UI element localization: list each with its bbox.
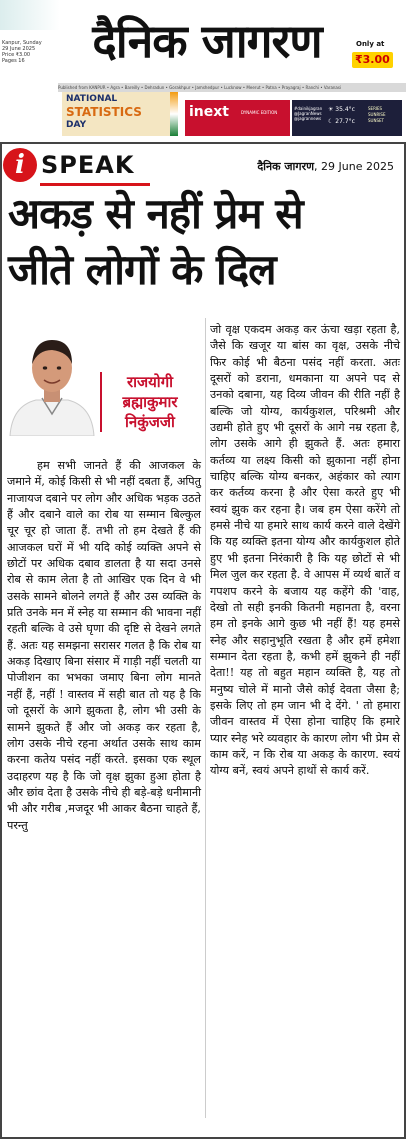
max-temp: ☀ 35.4°c bbox=[328, 106, 355, 113]
only-at-label: Only at bbox=[356, 40, 385, 48]
dateline-paper: दैनिक जागरण bbox=[257, 160, 315, 173]
body-column-2 bbox=[210, 322, 400, 780]
stats-line3: DAY bbox=[66, 120, 87, 130]
body-column-1 bbox=[7, 458, 201, 834]
dateline-date: 29 June 2025 bbox=[321, 160, 394, 173]
weather-box bbox=[292, 100, 402, 136]
author-line1: राजयोगी bbox=[126, 373, 174, 391]
statistics-day-banner bbox=[62, 92, 170, 136]
masthead bbox=[0, 0, 406, 143]
author-name bbox=[100, 372, 198, 432]
body-text-1: हम सभी जानते हैं की आजकल के जमाने में, कोई किसी से भी नहीं दबता हैं, अपितु नाजायज दबाने पर लोग और अधिक भड़क उठते हैं और दबाने वाले का रोब या सम्मान बिल्कुल चूर चूर हो जाता हैं. तभी तो हम देखते हैं की आजकल घरों में भी यदि कोई व्यक्ति अपने से छोटों पर अधिक दबाव डालता है या सदा उनसे रोब से काम लेता है तो आखिर एक दिन वे भी उसके सामने बोलने लगते हैं और उस व्यक्ति के प्रति उनके मन में स्नेह या सम्मान की भावना नहीं रहती बल्कि वे उसे घृणा की दृष्टि से देखने लगते हैं. अतः यह समझना सरासर गलत है कि रोब या अकड़ दिखाए बिना संसार में गाड़ी नहीं चलती या पोजीशन का भभका जमाए बिना लोग मानते नहीं हैं, नहीं ! वास्तव में सही बात तो यह है कि जो दूसरों के आगे झुकता है, लोग भी उसी के सामने झुकते हैं और जो अकड़ कर रहता है, लोग उसके नीचे रहना अर्थात उसके साथ काम करना कतेय पसंद नहीं करते. इसका एक स्थूल उदाहरण यह है कि जो वृक्ष झुका हुआ होता है और छांव देता है उसके नीचे ही बड़े-बड़े धनीमानी भी और गरीब ,मजदूर भी आकर बैठना चाहते हैं, परन्तु bbox=[7, 459, 201, 832]
author-photo bbox=[6, 328, 98, 436]
edition-info: Kanpur, Sunday 29 June 2025 Price ₹3.00 Pages 16 bbox=[2, 40, 42, 64]
dateline: दैनिक जागरण, 29 June 2025 bbox=[257, 160, 394, 173]
author-line3: निकुंजजी bbox=[125, 413, 175, 431]
section-name: SPEAK bbox=[41, 151, 135, 179]
body-text-2: जो वृक्ष एकदम अकड़ कर ऊंचा खड़ा रहता है, जैसे कि खजूर या बांस का वृक्ष, उसके नीचे फिर कोई भी बैठना पसंद नहीं करता. अतः दूसरों को डराना, धमकाना या अपने पद से उनको दबाना, यह दिव्य जीवन की रीति नहीं है बल्कि जो योग्य, कार्यकुशल, परिश्रमी और उद्यमी होते हुए भी दूसरों के आगे नम्र रहता है, लोग उसके आगे ही झुकते हैं. अतः हमारा कर्तव्य या लक्ष्य किसी को झुकाना नहीं होना चाहिए बल्कि योग्य बनकर, अहंकार को त्याग कर कर्तव्य करना है और ऐसा करते हुए भी स्वयं झुक कर रहना है। जब हम ऐसा करेंगे तो हमसे नीचे या हमारे साथ कार्य करने वाले देखेंगे कि यह व्यक्ति इतना योग्य और कार्यकुशल होते हुए भी इतना निरंकारी है कि यह छोटों से भी मिल जुल कर रहता है. वे आपस में व्यर्थ बातें व गपशप करने के बजाय यह कहेंगे की 'वाह, देखो तो सही इनकी कितनी महानता है, वरना हम तो इनके आगे कुछ भी नहीं हैं! यह हमसे स्नेह और सहानुभूति रखता है और हमें हमेशा सम्मान देता रहता है, कभी हमें झुकने ही नहीं देता!! यह तो बहुत महान व्यक्ति है, यह तो मनुष्य चोले में मानो जैसे कोई देवता जैसा है; इसके लिए तो हम जान भी दे देंगे. ' तो हमारा जीवन वास्तव में ऐसा होना चाहिए कि हमारे प्यार स्नेह भरे व्यवहार के कारण लोग भी प्रेम से काम करें, न कि रोब या अकड़ के कारण. स्वयं योग्य बनें, स्वयं अपने हाथों से कार्य करें. bbox=[210, 323, 400, 778]
published-from-line: Published from KANPUR • Agra • Bareilly • Dehradun • Gorakhpur • Jamshedpur • Lucknow • Meerut • Patna • Prayagraj • Ranchi • Varanasi bbox=[58, 83, 406, 92]
column-divider bbox=[205, 318, 206, 1118]
masthead-decoration bbox=[0, 0, 60, 30]
author-portrait-icon bbox=[6, 328, 98, 436]
newspaper-title: दैनिक जागरण bbox=[92, 14, 322, 68]
stats-line2: STATISTICS bbox=[66, 105, 142, 119]
min-temp: ☾ 27.7°c bbox=[328, 118, 355, 125]
stats-line1: NATIONAL bbox=[66, 94, 118, 104]
sun-times: SERIES SUNRISE SUNSET bbox=[368, 106, 386, 123]
section-header bbox=[3, 146, 143, 184]
author-line2: ब्रह्माकुमार bbox=[122, 393, 178, 411]
max-temp-value: 35.4°c bbox=[335, 106, 355, 113]
headline-line2: जीते लोगों के दिल bbox=[8, 245, 276, 294]
i-logo-icon: i bbox=[3, 148, 37, 182]
social-handles: #dainikjagran @JagranNews @jagrannews bbox=[294, 106, 323, 121]
min-temp-value: 27.7°c bbox=[335, 118, 355, 125]
price-badge: ₹3.00 bbox=[352, 52, 393, 68]
tricolor-decoration bbox=[170, 92, 178, 136]
headline-line1: अकड़ से नहीं प्रेम से bbox=[8, 189, 303, 238]
inext-logo: inext bbox=[189, 104, 229, 120]
inext-sub: DYNAMIC EDITION bbox=[241, 110, 278, 115]
inext-banner bbox=[185, 100, 290, 136]
headline bbox=[8, 186, 400, 298]
